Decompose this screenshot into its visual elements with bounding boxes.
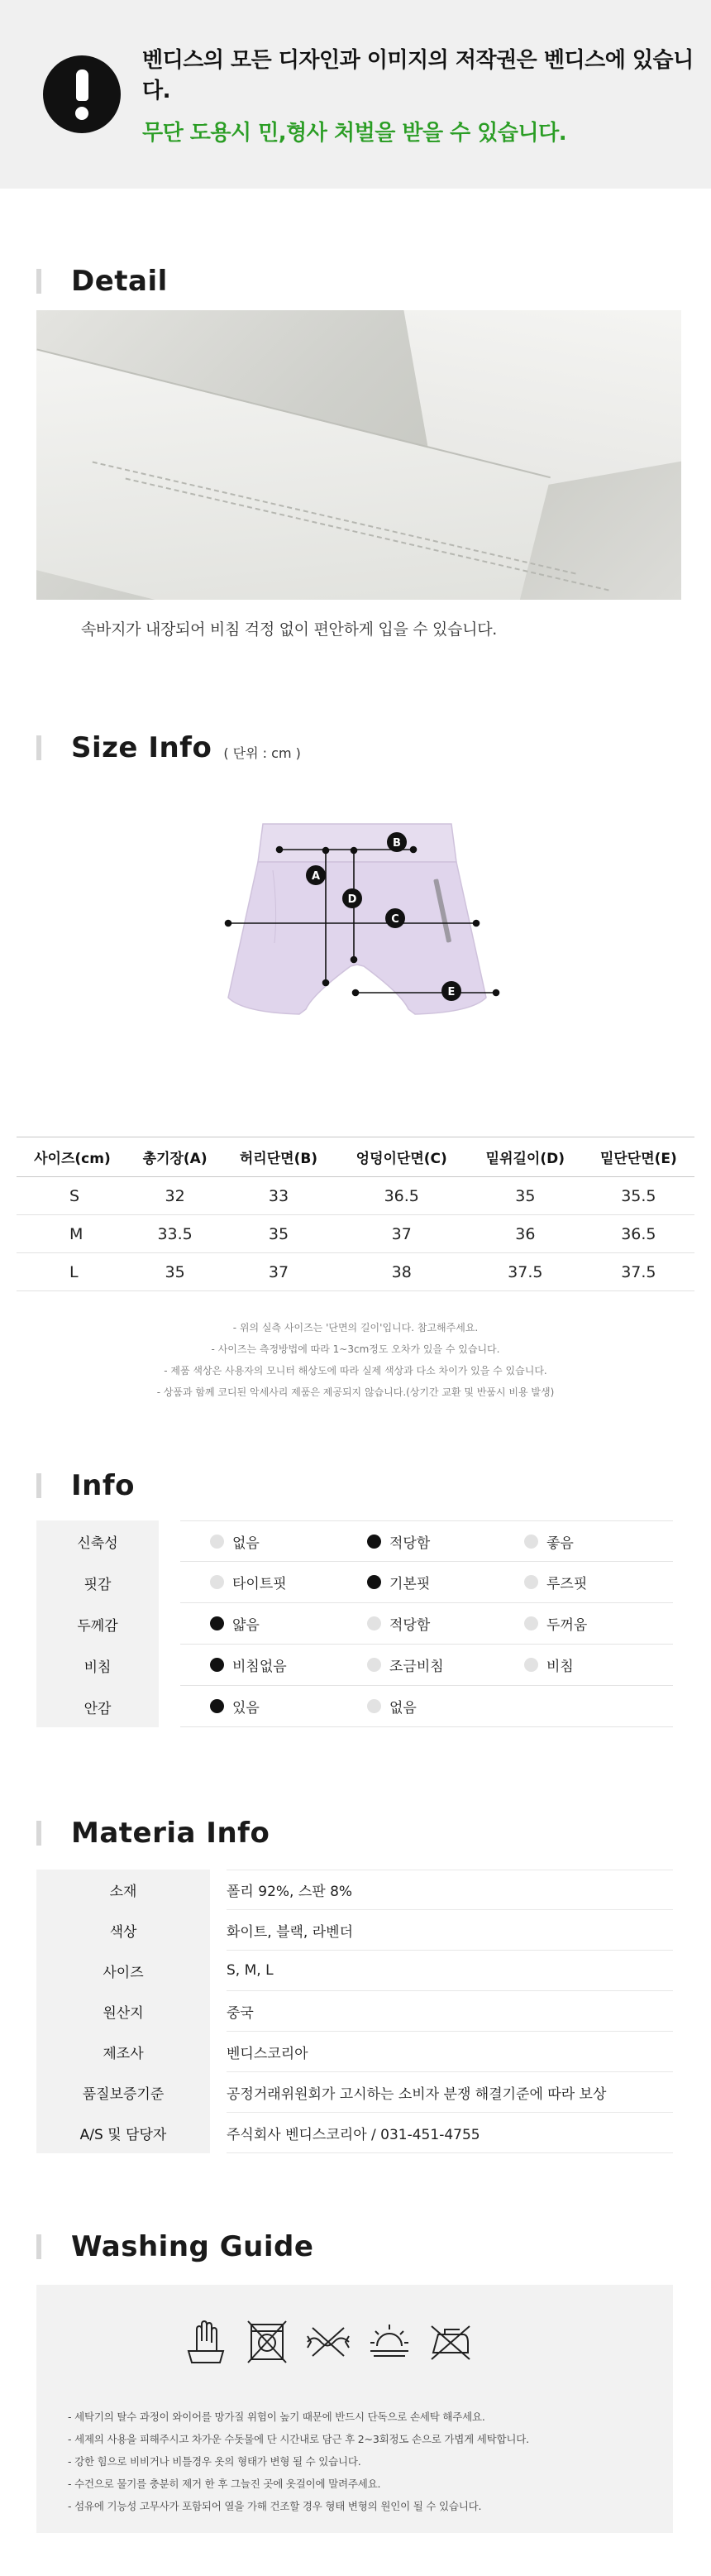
size-note: - 사이즈는 측정방법에 따라 1~3cm정도 오차가 있을 수 있습니다.	[211, 1343, 500, 1355]
size-note: - 제품 색상은 사용자의 모니터 해상도에 따라 실제 색상과 다소 차이가 있을 수 있습니다.	[164, 1365, 547, 1377]
col-header: 밑위길이(D)	[468, 1137, 583, 1177]
info-option: 적당함	[337, 1603, 494, 1644]
option-dot-icon	[524, 1535, 538, 1549]
materia-row	[36, 1910, 673, 1951]
option-dot-icon	[524, 1575, 538, 1589]
washing-notes	[68, 2406, 529, 2517]
info-option: 비침	[494, 1645, 651, 1685]
info-option: 있음	[180, 1686, 337, 1726]
info-row-sheerness	[36, 1645, 673, 1686]
detail-caption: 속바지가 내장되어 비침 걱정 없이 편안하게 입을 수 있습니다.	[81, 620, 498, 639]
option-dot-selected-icon	[210, 1699, 224, 1713]
size-notes	[0, 1317, 711, 1403]
option-dot-selected-icon	[367, 1575, 381, 1589]
option-dot-selected-icon	[367, 1535, 381, 1549]
heading-marker	[36, 1473, 41, 1498]
info-row-elasticity	[36, 1520, 673, 1562]
size-table	[17, 1137, 694, 1291]
size-cell: 33	[222, 1177, 335, 1215]
size-cell: 36.5	[583, 1215, 694, 1253]
materia-label: 품질보증기준	[36, 2072, 210, 2113]
info-option: 얇음	[180, 1603, 337, 1644]
col-header: 허리단면(B)	[222, 1137, 335, 1177]
materia-value: 벤디스코리아	[227, 2032, 673, 2072]
materia-label: 색상	[36, 1910, 210, 1951]
option-dot-icon	[210, 1575, 224, 1589]
washing-note: - 세탁기의 탈수 과정이 와이어를 망가질 위험이 높기 때문에 반드시 단독으로 손세탁 해주세요.	[68, 2411, 485, 2423]
size-cell: 37.5	[468, 1253, 583, 1291]
info-option: 조금비침	[337, 1645, 494, 1685]
materia-label: A/S 및 담당자	[36, 2113, 210, 2153]
materia-value: 화이트, 블랙, 라벤더	[227, 1910, 673, 1951]
option-dot-icon	[367, 1658, 381, 1672]
size-cell: 36	[468, 1215, 583, 1253]
notice-line2: 무단 도용시 민,형사 처벌을 받을 수 있습니다.	[142, 120, 567, 146]
size-cell: 35.5	[583, 1177, 694, 1215]
materia-row	[36, 2072, 673, 2113]
diagram-label-e: E	[447, 986, 456, 998]
size-table-header	[17, 1137, 694, 1177]
no-wring-icon	[304, 2318, 352, 2366]
materia-grid	[36, 1870, 673, 2153]
table-row	[17, 1215, 694, 1253]
size-cell: 37	[222, 1253, 335, 1291]
size-cell: 32	[128, 1177, 222, 1215]
size-cell: 36.5	[336, 1177, 468, 1215]
notice-line1: 벤디스의 모든 디자인과 이미지의 저작권은 벤디스에 있습니다.	[142, 47, 694, 103]
detail-title: Detail	[71, 265, 168, 298]
copyright-notice-banner	[0, 0, 711, 189]
washing-note: - 세제의 사용을 피해주시고 차가운 수돗물에 단 시간내로 담근 후 2~3회정도 손으로 가볍게 세탁합니다.	[68, 2433, 529, 2445]
diagram-label-b: B	[393, 837, 401, 850]
diagram-label-d: D	[347, 893, 357, 906]
size-cell: 35	[128, 1253, 222, 1291]
hand-wash-icon	[182, 2318, 230, 2366]
size-note: - 상품과 함께 코디된 악세사리 제품은 제공되지 않습니다.(상기간 교환 및 반품시 비용 발생)	[156, 1386, 555, 1398]
table-row	[17, 1177, 694, 1215]
materia-value: S, M, L	[227, 1951, 673, 1991]
info-option: 적당함	[337, 1521, 494, 1561]
info-row-lining	[36, 1686, 673, 1727]
info-label: 비침	[36, 1645, 159, 1686]
size-cell: 37.5	[583, 1253, 694, 1291]
option-dot-icon	[210, 1535, 224, 1549]
info-row-fit	[36, 1562, 673, 1603]
col-header: 총기장(A)	[128, 1137, 222, 1177]
size-cell: 37	[336, 1215, 468, 1253]
materia-value: 공정거래위원회가 고시하는 소비자 분쟁 해결기준에 따라 보상	[227, 2072, 673, 2113]
option-dot-icon	[524, 1616, 538, 1630]
materia-value: 폴리 92%, 스판 8%	[227, 1870, 673, 1910]
option-dot-icon	[367, 1699, 381, 1713]
materia-label: 소재	[36, 1870, 210, 1910]
washing-title: Washing Guide	[71, 2230, 314, 2263]
info-option: 타이트핏	[180, 1562, 337, 1602]
col-header: 엉덩이단면(C)	[336, 1137, 468, 1177]
materia-title: Materia Info	[71, 1817, 270, 1850]
shorts-size-diagram	[198, 819, 513, 1042]
size-cell: L	[17, 1253, 128, 1291]
notice-text	[142, 43, 711, 146]
info-label: 두께감	[36, 1603, 159, 1645]
info-option: 좋음	[494, 1521, 651, 1561]
size-cell: 35	[222, 1215, 335, 1253]
materia-row	[36, 1870, 673, 1910]
size-info-title: Size Info	[71, 731, 212, 764]
no-tumble-dry-icon	[243, 2318, 291, 2366]
info-heading	[36, 1469, 135, 1502]
table-row	[17, 1253, 694, 1291]
option-dot-icon	[524, 1658, 538, 1672]
no-iron-icon	[427, 2318, 475, 2366]
option-dot-icon	[367, 1616, 381, 1630]
materia-label: 제조사	[36, 2032, 210, 2072]
diagram-label-c: C	[391, 913, 399, 926]
info-option: 루즈핏	[494, 1562, 651, 1602]
info-option: 두꺼움	[494, 1603, 651, 1644]
washing-guide-box	[36, 2285, 673, 2533]
washing-note: - 섬유에 기능성 고무사가 포함되어 열을 가해 건조할 경우 형태 변형의 원인이 될 수 있습니다.	[68, 2500, 482, 2512]
materia-value: 중국	[227, 1991, 673, 2032]
exclamation-icon	[43, 55, 121, 133]
materia-row	[36, 1991, 673, 2032]
washing-heading	[36, 2230, 313, 2263]
detail-photo	[36, 310, 681, 600]
no-sun-dry-icon	[365, 2318, 413, 2366]
materia-value: 주식회사 벤디스코리아 / 031-451-4755	[227, 2113, 673, 2153]
info-label: 신축성	[36, 1520, 159, 1562]
info-title: Info	[71, 1469, 136, 1502]
size-info-heading	[36, 731, 301, 764]
info-option: 없음	[180, 1521, 337, 1561]
size-cell: 38	[336, 1253, 468, 1291]
info-option: 기본핏	[337, 1562, 494, 1602]
info-grid	[36, 1520, 673, 1727]
size-unit: ( 단위 : cm )	[223, 745, 301, 761]
size-cell: S	[17, 1177, 128, 1215]
col-header: 사이즈(cm)	[17, 1137, 128, 1177]
info-label: 안감	[36, 1686, 159, 1727]
col-header: 밑단단면(E)	[583, 1137, 694, 1177]
option-dot-selected-icon	[210, 1658, 224, 1672]
size-note: - 위의 실측 사이즈는 '단면의 길이'입니다. 참고해주세요.	[232, 1322, 479, 1333]
washing-note: - 수건으로 물기를 충분히 제거 한 후 그늘진 곳에 옷걸이에 말려주세요.	[68, 2478, 381, 2490]
option-dot-selected-icon	[210, 1616, 224, 1630]
washing-icons	[182, 2318, 488, 2366]
heading-marker	[36, 735, 41, 760]
materia-row	[36, 1951, 673, 1991]
size-cell: M	[17, 1215, 128, 1253]
info-option: 비침없음	[180, 1645, 337, 1685]
info-label: 핏감	[36, 1562, 159, 1603]
size-cell: 35	[468, 1177, 583, 1215]
materia-heading	[36, 1817, 270, 1850]
materia-row	[36, 2113, 673, 2153]
size-cell: 33.5	[128, 1215, 222, 1253]
info-option: 없음	[337, 1686, 494, 1726]
detail-heading	[36, 265, 168, 298]
heading-marker	[36, 1821, 41, 1846]
heading-marker	[36, 269, 41, 294]
info-row-thickness	[36, 1603, 673, 1645]
heading-marker	[36, 2234, 41, 2259]
materia-label: 원산지	[36, 1991, 210, 2032]
materia-row	[36, 2032, 673, 2072]
materia-label: 사이즈	[36, 1951, 210, 1991]
diagram-label-a: A	[311, 870, 321, 883]
washing-note: - 강한 힘으로 비비거나 비틀경우 옷의 형태가 변형 될 수 있습니다.	[68, 2455, 361, 2468]
